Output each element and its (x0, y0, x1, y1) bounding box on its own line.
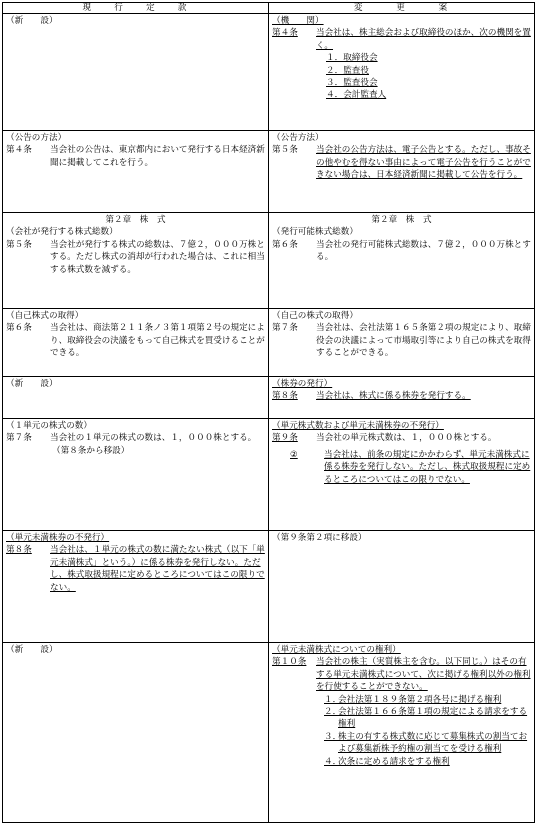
proposed-cell (269, 643, 535, 823)
item-text: 会社法第１６６条第１項の規定による請求をする権利 (338, 707, 528, 730)
table-row (3, 14, 535, 131)
article-label: 第５条 (6, 239, 32, 250)
list-item: １．取締役会 (326, 53, 378, 64)
header-current: 現 行 定 款 (3, 3, 269, 14)
proposed-cell (269, 419, 535, 531)
article (6, 144, 265, 169)
heading: （自己の株式の取得） (272, 311, 358, 321)
heading: （単元株式数および単元未満株券の不発行） (272, 421, 444, 431)
article-body: 当会社は、株主総会および取締役のほか、次の機関を置く。 (316, 28, 531, 51)
article-body: 当会社は、１単元の株式の数に満たない株式（以下「単元未満株式」という。）に係る株券を発行しない。ただし、株式取扱規程に定めるところについてはこの限りでない。 (50, 545, 265, 593)
list-item: ３．監査役会 (326, 78, 378, 89)
list-item (272, 756, 531, 768)
article-label: 第５条 (272, 145, 298, 156)
article (272, 432, 531, 444)
table-row (3, 419, 535, 531)
article-body: 当会社の１単元の株式の数は、１，０００株とする。 (50, 433, 257, 444)
article (272, 322, 531, 359)
heading: （１単元の株式の数） (6, 421, 92, 431)
paragraph-body: 当会社は、前条の規定にかかわらず、単元未満株式に係る株券を発行しない。ただし、株式取扱規程に定めるところについてはこの限りでない。 (324, 449, 531, 485)
list-item (272, 694, 531, 706)
article (6, 239, 265, 276)
relocation-note: （第８条から移設） (52, 445, 130, 456)
proposed-cell (269, 377, 535, 419)
current-cell (3, 377, 269, 419)
article (272, 239, 531, 264)
list-item: ４．会計監査人 (326, 90, 387, 101)
heading: （第９条第２項に移設） (272, 533, 367, 543)
article-body: 当会社が発行する株式の総数は、７億２，０００万株とする。ただし株式の消却が行われた場合は、これに相当する株式数を減ずる。 (50, 239, 265, 275)
table-row (3, 643, 535, 823)
article (6, 544, 265, 594)
article (6, 322, 265, 359)
table-row (3, 213, 535, 309)
heading: （新 設） (6, 379, 58, 389)
article-label: 第８条 (272, 391, 298, 402)
heading: （機 関） (272, 16, 324, 26)
heading: （公告の方法） (6, 133, 67, 143)
item-text: 会社法第１８９条第２項各号に掲げる権利 (338, 694, 502, 705)
article-label: 第６条 (272, 239, 298, 250)
list-item (272, 706, 531, 731)
proposed-cell (269, 213, 535, 309)
article-label: 第４条 (272, 28, 298, 39)
paragraph-number: ② (290, 449, 298, 460)
article-label: 第４条 (6, 145, 32, 156)
heading: （会社が発行する株式総数） (6, 227, 118, 238)
item-text: 次条に定める請求をする権利 (338, 756, 450, 767)
article-body: 当会社の単元株式数は、１，０００株とする。 (316, 433, 497, 444)
article-body: 当会社の発行可能株式総数は、７億２，０００万株とする。 (316, 239, 531, 263)
article-label: 第８条 (6, 545, 32, 556)
current-cell (3, 419, 269, 531)
item-number: １． (324, 694, 342, 705)
heading: （新 設） (6, 16, 58, 26)
paragraph-2 (272, 449, 531, 486)
article-label: 第６条 (6, 323, 32, 334)
item-number: ２． (324, 707, 342, 718)
proposed-cell (269, 531, 535, 643)
current-cell (3, 131, 269, 213)
table-row (3, 531, 535, 643)
article (272, 27, 531, 52)
article (272, 390, 531, 402)
amendment-table (2, 2, 535, 823)
article-body: 当会社は、株式に係る株券を発行する。 (316, 391, 471, 402)
heading: （新 設） (6, 645, 58, 655)
current-cell (3, 309, 269, 377)
heading: （株券の発行） (272, 379, 333, 389)
table-row (3, 309, 535, 377)
article-body: 当会社の株主（実質株主を含む。以下同じ。）はその有する単元未満株式について、次に掲げる権利以外の権利を行使することができない。 (316, 657, 531, 693)
article-label: 第１０条 (272, 657, 307, 668)
proposed-cell (269, 309, 535, 377)
heading: （自己株式の取得） (6, 311, 84, 321)
article-label: 第７条 (6, 433, 32, 444)
list-item: ２．監査役 (326, 65, 369, 76)
item-number: ４． (324, 756, 342, 767)
table-header-row (3, 3, 535, 14)
header-proposed: 変 更 案 (269, 3, 535, 14)
chapter-title: 第２章 株 式 (105, 215, 166, 225)
article-body: 当会社の公告は、東京都内において発行する日本経済新聞に掲載してこれを行う。 (50, 145, 265, 168)
article-label: 第９条 (272, 433, 298, 444)
heading: （公告方法） (272, 133, 324, 143)
article (272, 144, 531, 181)
heading: （発行可能株式総数） (272, 227, 358, 238)
heading: （単元未満株券の不発行） (6, 533, 110, 543)
current-cell (3, 14, 269, 131)
list-item (272, 731, 531, 756)
table-row (3, 377, 535, 419)
article-body: 当会社の公告方法は、電子公告とする。ただし、事故その他やむを得ない事由によって電子公告を行うことができない場合は、日本経済新聞に掲載して公告を行う。 (316, 145, 531, 181)
proposed-cell (269, 131, 535, 213)
table-row (3, 131, 535, 213)
article-body: 当会社は、会社法第１６５条第２項の規定により、取締役会の決議によって市場取引等により自己の株式を取得することができる。 (316, 323, 531, 359)
current-cell (3, 213, 269, 309)
article (272, 656, 531, 693)
article (6, 432, 265, 444)
article-body: 当会社は、商法第２１１条ノ３第１項第２号の規定により、取締役会の決議をもって自己株式を買受けることができる。 (50, 323, 265, 359)
item-text: 株主の有する株式数に応じて募集株式の割当ておよび募集新株予約権の割当てを受ける権利 (338, 731, 528, 755)
proposed-cell (269, 14, 535, 131)
current-cell (3, 643, 269, 823)
heading: （単元未満株式についての権利） (272, 645, 401, 655)
article-label: 第７条 (272, 323, 298, 334)
chapter-title: 第２章 株 式 (371, 215, 432, 225)
item-number: ３． (324, 731, 342, 742)
current-cell (3, 531, 269, 643)
